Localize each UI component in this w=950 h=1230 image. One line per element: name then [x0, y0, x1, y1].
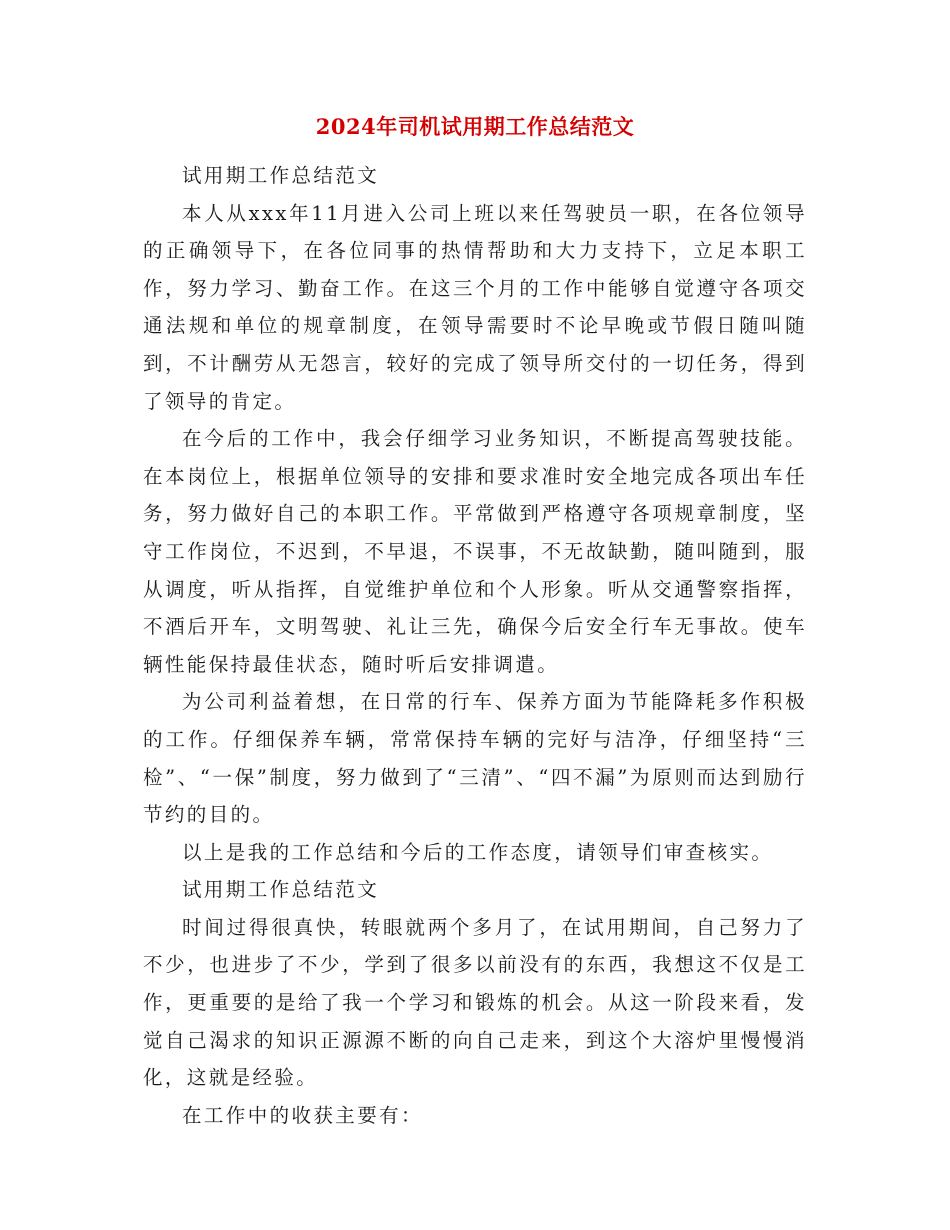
- paragraph: 时间过得很真快，转眼就两个多月了，在试用期间，自己努力了不少，也进步了不少，学到了很多以前没有的东西，我想这不仅是工作，更重要的是给了我一个学习和锻炼的机会。从这一阶段来看，发觉自己渴求的知识正源源不断的向自己走来，到这个大溶炉里慢慢消化，这就是经验。: [143, 915, 807, 1090]
- paragraph: 本人从xxx年11月进入公司上班以来任驾驶员一职，在各位领导的正确领导下，在各位同事的热情帮助和大力支持下，立足本职工作，努力学习、勤奋工作。在这三个月的工作中能够自觉遵守各项交通法规和单位的规章制度，在领导需要时不论早晚或节假日随叫随到，不计酬劳从无怨言，较好的完成了领导所交付的一切任务，得到了领导的肯定。: [143, 201, 807, 413]
- document-title: 2024年司机试用期工作总结范文: [315, 114, 635, 139]
- paragraph-subtitle-2: 试用期工作总结范文: [182, 878, 380, 902]
- paragraph: 为公司利益着想，在日常的行车、保养方面为节能降耗多作积极的工作。仔细保养车辆，常常保持车辆的完好与洁净，仔细坚持“三检”、“一保”制度，努力做到了“三清”、“四不漏”为原则而达到励行节约的目的。: [143, 690, 807, 827]
- paragraph: 以上是我的工作总结和今后的工作态度，请领导们审查核实。: [182, 840, 774, 864]
- document-body: [143, 157, 807, 1134]
- paragraph-subtitle-1: 试用期工作总结范文: [182, 164, 380, 187]
- paragraph: 在今后的工作中，我会仔细学习业务知识，不断提高驾驶技能。在本岗位上，根据单位领导的安排和要求准时安全地完成各项出车任务，努力做好自己的本职工作。平常做到严格遵守各项规章制度，坚守工作岗位，不迟到，不早退，不误事，不无故缺勤，随叫随到，服从调度，听从指挥，自觉维护单位和个人形象。听从交通警察指挥，不酒后开车，文明驾驶、礼让三先，确保今后安全行车无事故。使车辆性能保持最佳状态，随时听后安排调遣。: [143, 427, 807, 676]
- paragraph: 在工作中的收获主要有：: [182, 1103, 423, 1127]
